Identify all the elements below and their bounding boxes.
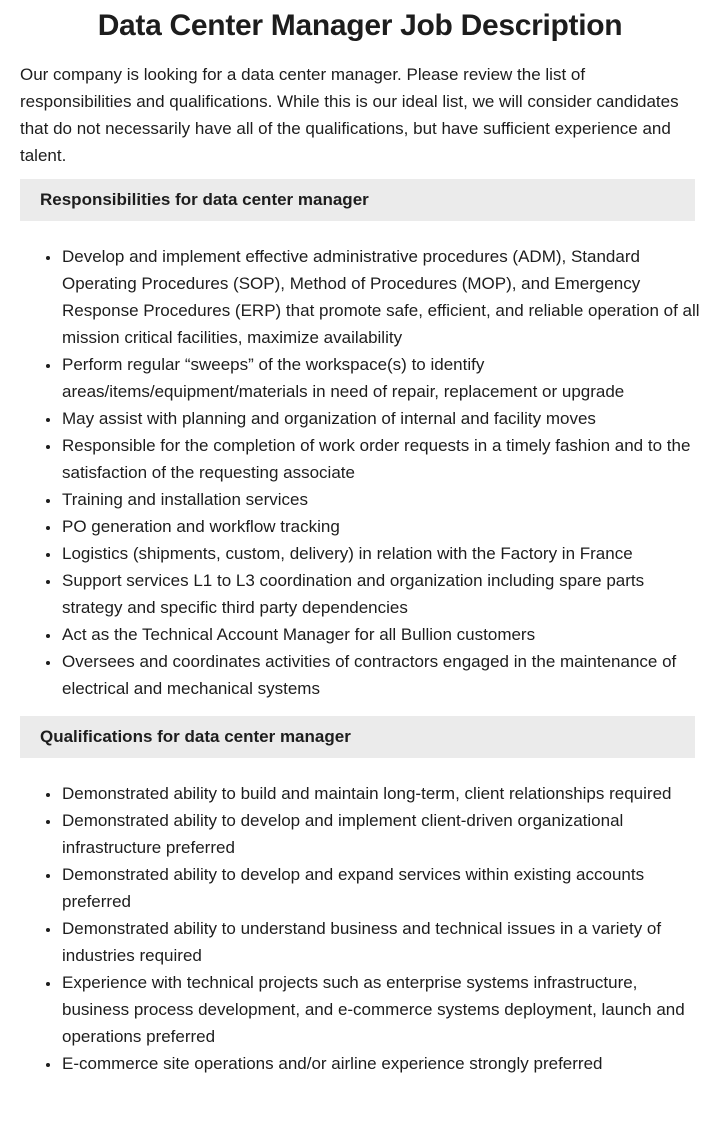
list-item: • Demonstrated ability to build and maintain long-term, client relationships required: [61, 780, 700, 807]
list-item: • Demonstrated ability to develop and implement client-driven organizational infrastructure preferred: [61, 807, 700, 861]
intro-paragraph: Our company is looking for a data center manager. Please review the list of responsibilities and qualifications. While this is our ideal list, we will consider candidates that do not necessarily have all of the qualifications, but have sufficient experience and talent.: [20, 65, 679, 165]
list-item: • Develop and implement effective administrative procedures (ADM), Standard Operating Procedures (SOP), Method of Procedures (MOP), and Emergency Response Procedures (ERP) that promote safe, efficient, and reliable operation of all mission critical facilities, maximize availability: [61, 243, 700, 351]
qualifications-section-heading: Qualifications for data center manager: [20, 716, 695, 758]
list-item: • Oversees and coordinates activities of contractors engaged in the maintenance of electrical and mechanical systems: [61, 648, 700, 702]
list-item: • PO generation and workflow tracking: [61, 513, 700, 540]
list-item: • May assist with planning and organization of internal and facility moves: [61, 405, 700, 432]
list-item: • Responsible for the completion of work order requests in a timely fashion and to the satisfaction of the requesting associate: [61, 432, 700, 486]
section-responsibilities: [20, 179, 700, 702]
section-qualifications: [20, 716, 700, 1077]
list-item: • Support services L1 to L3 coordination and organization including spare parts strategy and specific third party dependencies: [61, 567, 700, 621]
list-item: • Training and installation services: [61, 486, 700, 513]
list-item: • Act as the Technical Account Manager for all Bullion customers: [61, 621, 700, 648]
list-item: • E-commerce site operations and/or airline experience strongly preferred: [61, 1050, 700, 1077]
responsibilities-section-heading: Responsibilities for data center manager: [20, 179, 695, 221]
list-item: • Perform regular “sweeps” of the workspace(s) to identify areas/items/equipment/materials in need of repair, replacement or upgrade: [61, 351, 700, 405]
qualifications-list: [20, 780, 700, 1077]
list-item: • Experience with technical projects such as enterprise systems infrastructure, business process development, and e-commerce systems deployment, launch and operations preferred: [61, 969, 700, 1050]
responsibilities-list: [20, 243, 700, 702]
list-item: • Logistics (shipments, custom, delivery) in relation with the Factory in France: [61, 540, 700, 567]
list-item: • Demonstrated ability to develop and expand services within existing accounts preferred: [61, 861, 700, 915]
page-title: Data Center Manager Job Description: [97, 9, 623, 42]
list-item: • Demonstrated ability to understand business and technical issues in a variety of industries required: [61, 915, 700, 969]
